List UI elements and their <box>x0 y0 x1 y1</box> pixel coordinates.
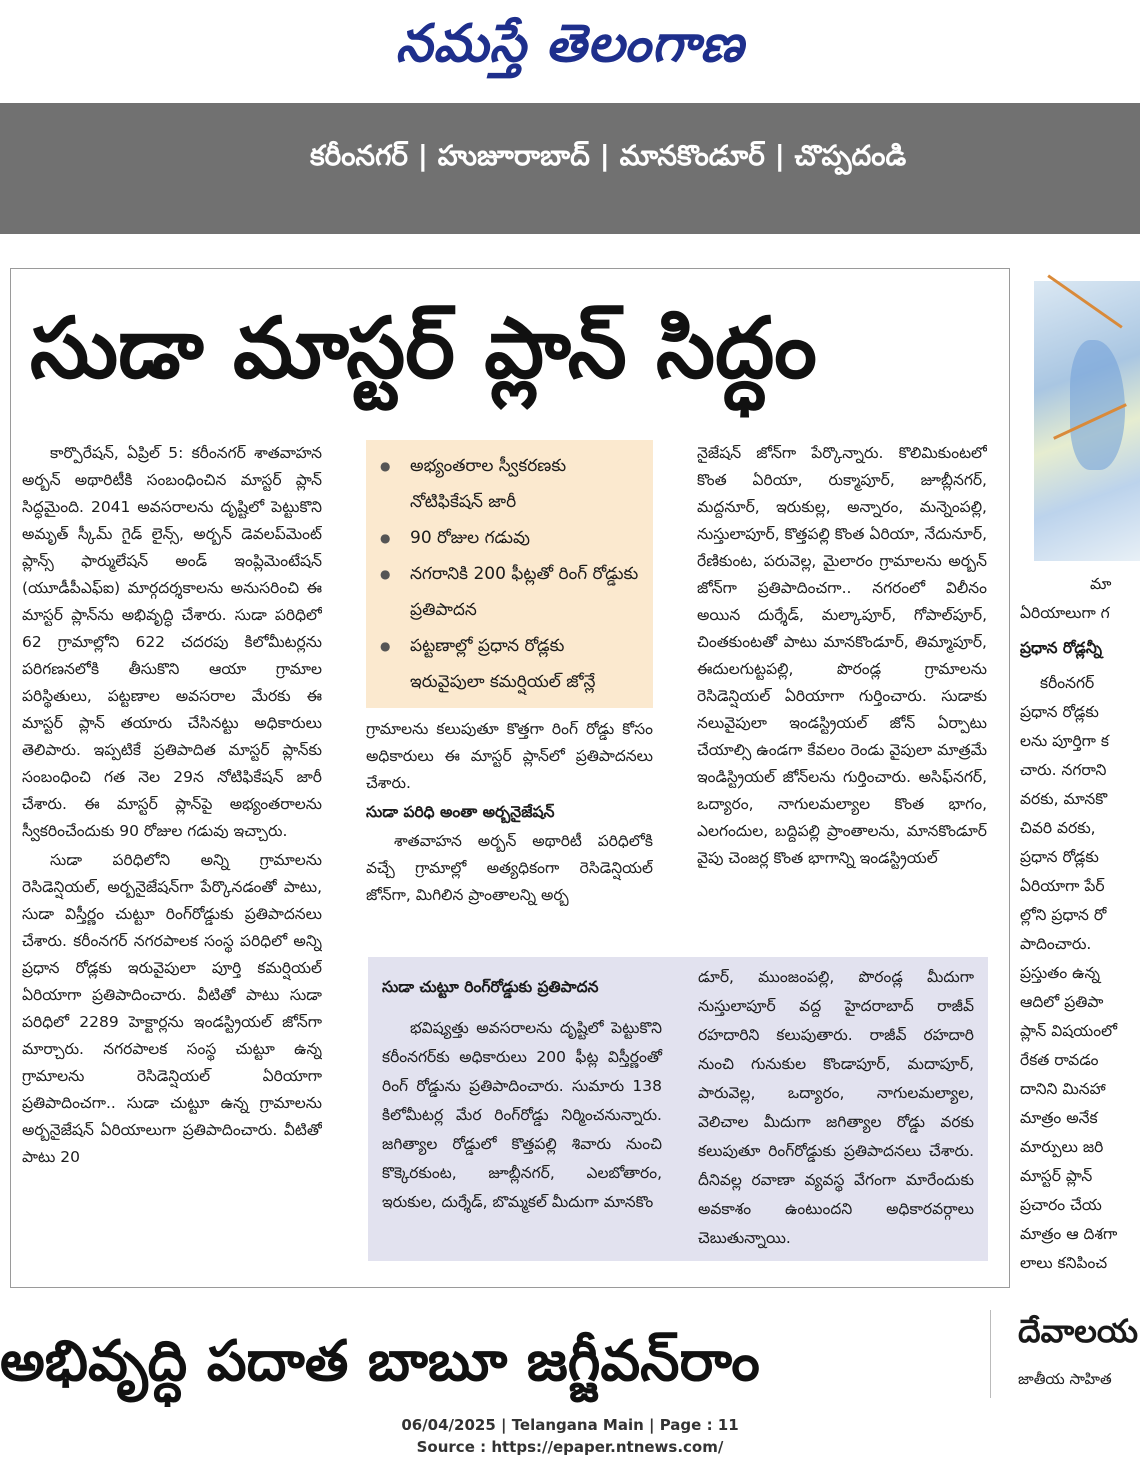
adjacent-line: చారు. నగరాని <box>1020 761 1107 779</box>
adjacent-line: మా <box>1090 575 1112 593</box>
ring-road-box-right: డూర్, ముంజంపల్లి, పొరండ్ల మీదుగా నుస్తులాపూర్ వద్ద హైదరాబాద్ రాజీవ్ రహదారిని కలుపుతారు. రాజీవ్ రహదారి నుంచి గునుకుల కొండాపూర్, మదాపూర్, పారువెల్ల, ఒద్యారం, నాగులమల్యాల, వెలిచాల మీదుగా జగిత్యాల రోడ్డు వరకు కలుపుతూ రింగ్‌రోడ్డుకు ప్రతిపాదనలు చేశారు. దీనివల్ల రవాణా వ్యవస్థ వేగంగా మారేందుకు అవకాశం ఉంటుందని అధికారవర్గాలు చెబుతున్నాయి. <box>698 968 974 1247</box>
bottom-side-headline: దేవాలయ <box>1018 1312 1138 1350</box>
bottom-article-headline: అభివృద్ధి పదాత బాబూ జగ్జీవన్‌రాం <box>0 1329 760 1394</box>
adjacent-line: ఏరియాలుగా గ <box>1020 604 1110 622</box>
ring-road-box-text: భవిష్యత్తు అవసరాలను దృష్టిలో పెట్టుకొని కరీంనగర్‌కు అధికారులు 200 ఫీట్ల విస్తీర్ణంతో రింగ్ రోడ్డును ప్రతిపాదించారు. సుమారు 138 కిలోమీటర్ల మేర రింగ్‌రోడ్డు నిర్మించనున్నారు. జగిత్యాల రోడ్డులో కొత్తపల్లి శివారు నుంచి కొక్కెరకుంట, జూబ్లీనగర్, ఎలబోతారం, ఇరుకుల, దుర్శేడ్, బొమ్మకల్ మీదుగా మానకొం <box>382 1019 662 1211</box>
adjacent-line: ప్రధాన రోడ్లకు <box>1020 848 1099 866</box>
adjacent-line: ఏరియాగా పేర్ <box>1020 877 1105 895</box>
adjacent-line: లను పూర్తిగా క <box>1020 732 1109 750</box>
adjacent-line: లాలు కనిపించ <box>1020 1254 1108 1272</box>
article-column-1 <box>22 440 322 1280</box>
article-paragraph: గ్రామాలను కలుపుతూ కొత్తగా రింగ్ రోడ్డు కోసం అధికారులు ఈ మాస్టర్ ప్లాన్‌లో ప్రతిపాదనలు చేశారు. <box>366 720 653 792</box>
highlight-item: ● నగరానికి 200 ఫీట్లతో రింగ్ రోడ్డుకు ప్రతిపాదన <box>380 556 643 628</box>
adjacent-line: వరకు, మానకొ <box>1020 790 1108 808</box>
adjacent-line: మాస్టర్ ప్లాన్ <box>1020 1167 1093 1185</box>
adjacent-subheading: ప్రధాన రోడ్లన్నీ <box>1020 639 1103 657</box>
edition-banner <box>0 103 1140 234</box>
adjacent-line: ప్రచారం చేయ <box>1020 1196 1102 1214</box>
footer-page-info: 06/04/2025 | Telangana Main | Page : 11 <box>401 1416 739 1434</box>
adjacent-line: ప్రస్తుతం ఉన్న <box>1020 964 1100 982</box>
adjacent-line: ల్లోని ప్రధాన రో <box>1020 906 1107 924</box>
ring-road-box-left <box>382 973 662 1217</box>
ring-road-box <box>368 957 988 1261</box>
column-divider <box>990 1310 991 1398</box>
adjacent-line: పాదించారు. <box>1020 935 1092 953</box>
highlight-item: ● పట్టణాల్లో ప్రధాన రోడ్లకు ఇరువైపులా కమర్షియల్ జోన్లే <box>380 628 643 700</box>
article-column-2 <box>366 716 653 956</box>
adjacent-line: మాత్రం అనేక <box>1020 1109 1098 1127</box>
adjacent-line: రేకత రావడం <box>1020 1051 1099 1069</box>
highlight-item: ● 90 రోజుల గడువు <box>380 520 643 556</box>
adjacent-line: ఆదిలో ప్రతిపా <box>1020 993 1104 1011</box>
highlight-item: ● అభ్యంతరాల స్వీకరణకు నోటిఫికేషన్ జారీ <box>380 448 643 520</box>
edition-locations: కరీంనగర్ | హుజూరాబాద్ | మానకొండూర్ | చొప్పదండి <box>310 139 907 172</box>
adjacent-line: కరీంనగర్ <box>1040 674 1095 692</box>
newspaper-logo: నమస్తే తెలంగాణ <box>395 13 745 74</box>
adjacent-line: ప్రధాన రోడ్లకు <box>1020 703 1099 721</box>
article-subheading: సుడా పరిధి అంతా అర్బనైజేషన్ <box>366 803 555 821</box>
article-headline: సుడా మాస్టర్ ప్లాన్ సిద్ధం <box>30 299 817 397</box>
adjacent-line: మాత్రం ఆ దిశగా <box>1020 1225 1118 1243</box>
masthead <box>0 0 1140 100</box>
article-column-3 <box>697 440 987 960</box>
page-footer <box>0 1414 1140 1458</box>
article-paragraph: శాతవాహన అర్బన్ అథారిటీ పరిధిలోకి వచ్చే గ్రామాల్లో అత్యధికంగా రెసిడెన్షియల్ జోన్‌గా, మిగిలిన ప్రాంతాలన్ని అర్బ <box>366 832 653 904</box>
bottom-side-subheading: జాతీయ సాహిత <box>1018 1370 1112 1388</box>
highlights-box <box>366 440 653 708</box>
adjacent-line: ప్లాన్ విషయంలో <box>1020 1022 1118 1040</box>
adjacent-line: దానిని మినహా <box>1020 1080 1106 1098</box>
article-paragraph: నైజేషన్ జోన్‌గా పేర్కొన్నారు. కొలిమికుంటలో కొంత ఏరియా, రుక్మాపూర్, జూబ్లీనగర్, మద్దనూర్, ఇరుకుల్ల, అన్నారం, మన్నెంపల్లి, నుస్తులాపూర్, కొత్తపల్లి కొంత ఏరియా, నేదునూర్, రేణికుంట, పరువెల్ల, మైలారం గ్రామాలను అర్బన్ జోన్‌గా ప్రతిపాదించగా.. నగరంలో విలీనం అయిన దుర్శేడ్, మల్కాపూర్, గోపాల్‌పూర్, చింతకుంటతో పాటు మానకొండూర్, తిమ్మాపూర్, ఈదులగుట్టపల్లి, పొరండ్ల గ్రామాలను రెసిడెన్షియల్ ఏరియాగా గుర్తించారు. సుడాకు నలువైపులా ఇండస్ట్రియల్ జోన్ ఏర్పాటు చేయాల్సి ఉండగా కేవలం రెండు వైపులా మాత్రమే ఇండిస్ట్రియల్ జోన్‌లను గుర్తించారు. అసిఫ్‌నగర్, ఒద్యారం, నాగులమల్యాల కొంత భాగం, ఎలగందుల, బద్దిపల్లి ప్రాంతాలను, మానకొండూర్ వైపు చెంజర్ల కొంత భాగాన్ని ఇండస్ట్రియల్ <box>697 444 987 867</box>
adjacent-article-column <box>1020 570 1140 1290</box>
footer-source-link[interactable]: Source : https://epaper.ntnews.com/ <box>416 1438 724 1456</box>
adjacent-line: చివరి వరకు, <box>1020 819 1096 837</box>
ring-road-box-title: సుడా చుట్టూ రింగ్‌రోడ్డుకు ప్రతిపాదన <box>382 978 599 996</box>
article-paragraph: కార్పొరేషన్, ఏప్రిల్ 5: కరీంనగర్ శాతవాహన అర్బన్ అథారిటీకి సంబంధించిన మాస్టర్ ప్లాన్ సిద్ధమైంది. 2041 అవసరాలను దృష్టిలో పెట్టుకొని అమృత్ స్కీమ్ గైడ్ లైన్స్, అర్బన్ డెవలప్‌మెంట్ ప్లాన్స్ ఫార్ములేషన్ అండ్ ఇంప్లిమెంటేషన్ (యూడీపీఎఫ్ఐ) మార్గదర్శకాలను అనుసరించి ఈ మాస్టర్ ప్లాన్‌ను అభివృద్ధి చేశారు. సుడా పరిధిలో 62 గ్రామాల్లోని 622 చదరపు కిలోమీటర్లను పరిగణనలోకి తీసుకొని ఆయా గ్రామాల పరిస్థితులు, పట్టణాల అవసరాల మేరకు ఈ మాస్టర్ ప్లాన్ తయారు చేసినట్టు అధికారులు తెలిపారు. ఇప్పటికే ప్రతిపాదిత మాస్టర్ ప్లాన్‌కు సంబంధించి గత నెల 29న నోటిఫికేషన్ జారీ చేశారు. ఈ మాస్టర్ ప్లాన్‌పై అభ్యంతరాలను స్వీకరించేందుకు 90 రోజుల గడువు ఇచ్చారు. <box>22 444 322 840</box>
adjacent-line: మార్పులు జరి <box>1020 1138 1104 1156</box>
article-paragraph: సుడా పరిధిలోని అన్ని గ్రామాలను రెసిడెన్షియల్, అర్బనైజేషన్‌గా పేర్కొనడంతో పాటు, సుడా విస్తీర్ణం చుట్టూ రింగ్‌రోడ్డుకు ప్రతిపాదనలు చేశారు. కరీంనగర్ నగరపాలక సంస్థ పరిధిలో అన్ని ప్రధాన రోడ్లకు ఇరువైపులా పూర్తి కమర్షియల్ ఏరియాగా ప్రతిపాదించారు. వీటితో పాటు సుడా పరిధిలో 2289 హెక్టార్లను ఇండస్ట్రియల్ జోన్‌గా మార్చారు. నగరపాలక సంస్థ చుట్టూ ఉన్న గ్రామాలను రెసిడెన్షియల్ ఏరియాగా ప్రతిపాదించగా.. సుడా చుట్టూ ఉన్న గ్రామాలను అర్బనైజేషన్ ఏరియాలుగా ప్రతిపాదించారు. వీటితో పాటు 20 <box>22 851 322 1166</box>
